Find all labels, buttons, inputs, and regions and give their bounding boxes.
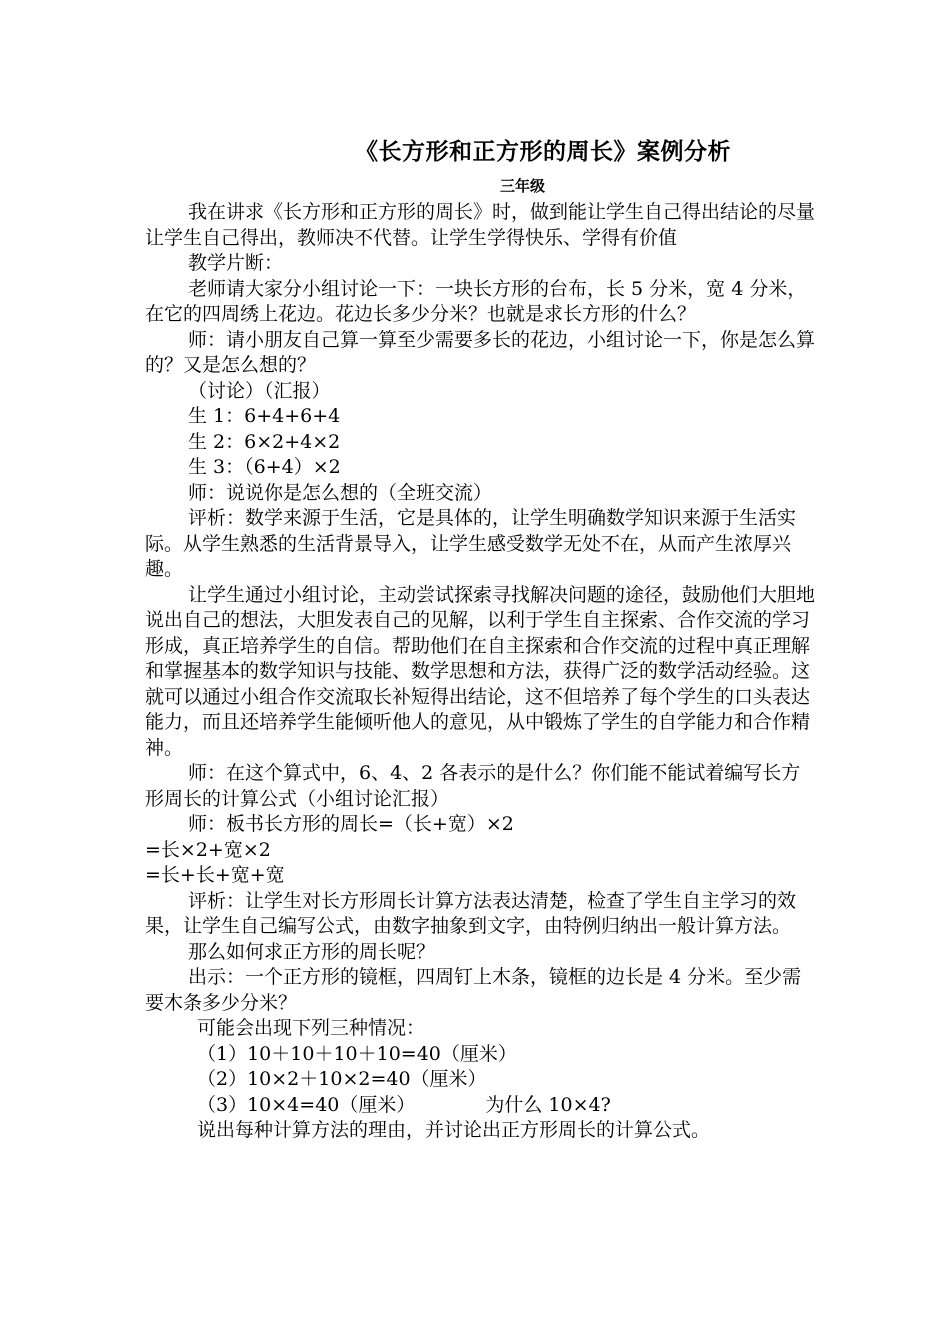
intro-paragraph: 我在讲求《长方形和正方形的周长》时，做到能让学生自己得出结论的尽量让学生自己得出，教师决不代替。让学生学得快乐、学得有价值 — [145, 201, 816, 249]
case-question: 为什么 10×4? — [485, 1093, 611, 1116]
case-line: （2）10×2＋10×2=40（厘米） — [197, 1068, 487, 1090]
student-answer: 生 3：（6+4）×2 — [188, 456, 341, 478]
closing-paragraph: 说出每种计算方法的理由，并讨论出正方形周长的计算公式。 — [197, 1119, 711, 1141]
student-answer: 生 1：6+4+6+4 — [188, 405, 341, 427]
case-line — [145, 1093, 815, 1119]
teaching-paragraph: （讨论）（汇报） — [188, 379, 331, 402]
analysis-paragraph: 评析：数学来源于生活，它是具体的，让学生明确数学知识来源于生活实际。从学生熟悉的生活背景导入，让学生感受数学无处不在，从而产生浓厚兴趣。 — [145, 507, 797, 580]
analysis-paragraph: 评析：让学生对长方形周长计算方法表达清楚，检查了学生自主学习的效果，让学生自己编写公式，由数字抽象到文字，由特例归纳出一般计算方法。 — [145, 889, 797, 937]
analysis-paragraph: 让学生通过小组讨论，主动尝试探索寻找解决问题的途径，鼓励他们大胆地说出自己的想法，大胆发表自己的见解，以利于学生自主探索、合作交流的学习形成，真正培养学生的自信。帮助他们在自主探索和合作交流的过程中真正理解和掌握基本的数学知识与技能、数学思想和方法，获得广泛的数学活动经验。这就可以通过小组合作交流取长补短得出结论，这不但培养了每个学生的口头表达能力，而且还培养学生能倾听他人的意见，从中锻炼了学生的自学能力和合作精神。 — [145, 583, 816, 759]
teaching-paragraph: 师：说说你是怎么想的（全班交流） — [188, 481, 493, 504]
teaching-paragraph: 师：请小朋友自己算一算至少需要多长的花边，小组讨论一下，你是怎么算的？又是怎么想的？ — [145, 328, 816, 376]
teaching-paragraph: 老师请大家分小组讨论一下：一块长方形的台布，长 5 分米，宽 4 分米，在它的四周绣上花边。花边长多少分米？也就是求长方形的什么？ — [145, 277, 807, 325]
document-title: 《长方形和正方形的周长》案例分析 — [355, 139, 731, 165]
student-answer: 生 2：6×2+4×2 — [188, 430, 341, 453]
section-heading: 教学片断： — [188, 252, 284, 274]
teaching-paragraph: 师：在这个算式中，6、4、2 各表示的是什么？你们能不能试着编写长方形周长的计算公式（小组讨论汇报） — [145, 762, 801, 810]
case-line: （1）10＋10＋10＋10=40（厘米） — [197, 1042, 517, 1065]
grade-subtitle: 三年级 — [500, 177, 546, 195]
formula-line: =长×2+宽×2 — [145, 838, 271, 861]
document-body — [145, 200, 815, 1144]
teaching-paragraph: 那么如何求正方形的周长呢？ — [188, 940, 436, 963]
case-formula: （3）10×4=40（厘米） — [197, 1093, 416, 1116]
formula-line: =长+长+宽+宽 — [145, 864, 285, 886]
formula-line: 师：板书长方形的周长=（长+宽）×2 — [188, 813, 514, 835]
teaching-paragraph: 可能会出现下列三种情况： — [197, 1017, 426, 1039]
teaching-paragraph: 出示：一个正方形的镜框，四周钉上木条，镜框的边长是 4 分米。至少需要木条多少分米？ — [145, 966, 802, 1014]
